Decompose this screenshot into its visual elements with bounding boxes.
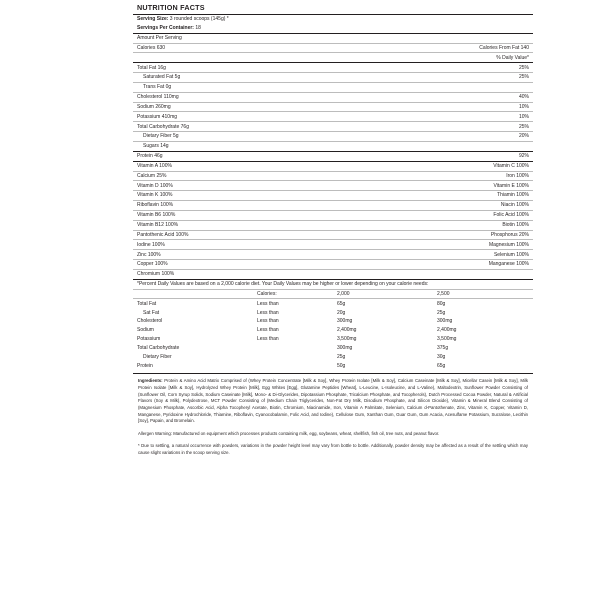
nutrient-name: Sodium 260mg <box>137 103 171 110</box>
dv-row <box>133 344 533 353</box>
dv-value-2000: 300mg <box>337 318 353 325</box>
vitamin-right: Selenium 100% <box>493 251 529 258</box>
dv-row <box>133 317 533 326</box>
nutrient-dv: 10% <box>518 113 529 120</box>
vitamin-right: Folic Acid 100% <box>493 212 529 219</box>
dv-qualifier <box>253 344 333 353</box>
nutrient-name: Cholesterol 110mg <box>137 94 179 101</box>
nutrition-facts-table <box>133 14 533 289</box>
left-gutter <box>0 0 133 600</box>
nutrition-facts-panel <box>133 0 533 600</box>
servings-per-container-label: Servings Per Container: <box>137 25 194 32</box>
dv-value-2500: 375g <box>437 344 449 351</box>
vitamin-row <box>133 269 533 279</box>
nutrient-row <box>133 132 533 142</box>
nutrient-dv: 10% <box>518 103 529 110</box>
dv-value-2000: 2,400mg <box>337 327 357 334</box>
daily-value-reference-table <box>133 289 533 371</box>
vitamin-left: Vitamin B6 100% <box>137 212 176 219</box>
nutrient-dv <box>381 82 533 92</box>
nutrient-dv: 20% <box>518 133 529 140</box>
nutrient-row <box>133 151 533 161</box>
vitamin-right: Biotin 100% <box>502 222 529 229</box>
nutrient-name: Protein 46g <box>137 153 163 160</box>
vitamin-right: Iron 100% <box>506 172 529 179</box>
vitamin-left: Zinc 100% <box>137 251 161 258</box>
nutrient-dv: 92% <box>518 153 529 160</box>
nutrient-name: Total Carbohydrate 76g <box>137 123 189 130</box>
dv-value-2000: 300mg <box>337 344 353 351</box>
nutrient-row <box>133 82 533 92</box>
dv-nutrient: Sat Fat <box>143 309 160 316</box>
right-gutter <box>533 0 600 600</box>
vitamin-right: Thiamin 100% <box>497 192 529 199</box>
nutrient-name: Potassium 410mg <box>137 113 178 120</box>
percent-daily-value-header: % Daily Value* <box>496 54 529 61</box>
nutrient-row <box>133 112 533 122</box>
dv-qualifier: Less than <box>257 327 279 334</box>
daily-value-note-row <box>133 279 533 288</box>
dv-qualifier: Less than <box>257 318 279 325</box>
nutrient-name: Trans Fat 0g <box>143 84 172 91</box>
amount-per-serving-label: Amount Per Serving <box>137 34 182 41</box>
dv-row <box>133 335 533 344</box>
nutrient-name: Saturated Fat 5g <box>143 74 181 81</box>
vitamin-left: Copper 100% <box>137 261 168 268</box>
dv-qualifier: Less than <box>257 300 279 307</box>
dv-nutrient: Protein <box>137 362 153 369</box>
dv-qualifier <box>253 353 333 362</box>
vitamin-row <box>133 220 533 230</box>
nutrient-dv: 25% <box>518 64 529 71</box>
calories-label: Calories 630 <box>137 44 166 51</box>
dv-qualifier: Less than <box>257 336 279 343</box>
dv-row <box>133 326 533 335</box>
nutrient-dv <box>381 141 533 151</box>
nutrient-row <box>133 73 533 83</box>
dv-row <box>133 353 533 362</box>
dv-qualifier: Less than <box>257 309 279 316</box>
vitamin-right: Vitamin E 100% <box>493 182 529 189</box>
vitamin-right: Phosphorus 20% <box>490 231 529 238</box>
dv-nutrient: Total Carbohydrate <box>137 344 180 351</box>
vitamin-row <box>133 240 533 250</box>
dv-header-2500: 2,500 <box>437 290 450 297</box>
allergen-block <box>133 429 533 442</box>
ingredients-text: Protein & Amino Acid Matrix Comprised of (Whey Protein Concentrate [Milk & Soy], Whey Protein Isolate [Milk & Soy], Calcium Caseinate [Milk & Soy], Micellar Casein [Milk & Soy], Milk Protein Isolate [Milk & Soy], Hydrolyzed Whey Protein [Milk], Egg Whites [Egg], Glutamine Peptides [Wheat], L-Leucine, L-Isoleucine, and L-Valine), Maltodextrin, Sunflower Powder Consisting of (Sunflower Oil, Corn Syrup Solids, Sodium Caseinate [Milk], Mono- & Di-Glycerides, Dipotassium Phosphate, Tricalcium Phosphate, and Tocopherols), Dutch Processed Cocoa Powder, Natural & Artificial Flavors (Soy & Milk), Polydextrose, MCT Powder Consisting of (Medium Chain Triglycerides, Non-Fat Dry Milk, Disodium Phosphate, and Silicon Dioxide), Vitamin & Mineral Blend Consisting of (Magnesium Phosphate, Ascorbic Acid, Alpha Tocopheryl Acetate, Biotin, Chromium, Niacinamide, Iron, Vitamin A Palmitate, Selenium, Calcium d-Pantothenate, Zinc, Vitamin K, Copper, Vitamin D, Manganese, Pyridoxine Hydrochloride, Thiamine, Riboflavin, Cyanocobalamin, Folic Acid, and Iodine), Cellulose Gum, Xanthan Gum, Guar Gum, Gum Acacia, Acesulfame Potassium, Sucralose, Lecithin [Soy], Papain, and Bromelain. <box>138 378 528 424</box>
dv-header-calories: Calories: <box>257 290 277 297</box>
calories-from-fat-label: Calories From Fat 140 <box>479 44 529 51</box>
nutrient-row <box>133 63 533 73</box>
vitamin-left: Vitamin K 100% <box>137 192 173 199</box>
nutrient-row <box>133 141 533 151</box>
vitamin-left: Chromium 100% <box>137 271 175 278</box>
vitamin-row <box>133 260 533 270</box>
daily-value-note: *Percent Daily Values are based on a 2,000 calorie diet. Your Daily Values may be higher or lower depending on your calorie needs: <box>137 281 429 288</box>
dv-row <box>133 299 533 308</box>
vitamin-row <box>133 181 533 191</box>
dv-nutrient: Potassium <box>137 336 161 343</box>
dv-nutrient: Cholesterol <box>137 318 163 325</box>
dv-header-2000: 2,000 <box>337 290 350 297</box>
vitamin-row <box>133 171 533 181</box>
nutrient-dv: 25% <box>518 74 529 81</box>
dv-value-2500: 80g <box>437 300 446 307</box>
dv-value-2000: 25g <box>337 353 346 360</box>
nutrient-name: Total Fat 16g <box>137 64 166 71</box>
dv-nutrient: Dietary Fiber <box>143 353 172 360</box>
dv-value-2500: 30g <box>437 353 446 360</box>
vitamin-row <box>133 201 533 211</box>
percent-dv-header-row <box>133 53 533 63</box>
dv-value-2000: 3,500mg <box>337 336 357 343</box>
vitamin-left: Riboflavin 100% <box>137 202 174 209</box>
dv-row <box>133 308 533 317</box>
vitamin-left: Vitamin D 100% <box>137 182 173 189</box>
vitamin-row <box>133 250 533 260</box>
dv-qualifier <box>253 361 333 370</box>
nutrient-dv: 40% <box>518 94 529 101</box>
dv-nutrient: Sodium <box>137 327 154 334</box>
dv-value-2000: 20g <box>337 309 346 316</box>
allergen-heading: Allergen Warning: <box>138 430 172 436</box>
vitamin-left: Iodine 100% <box>137 241 165 248</box>
vitamin-row <box>133 210 533 220</box>
allergen-text: Manufactured on equipment which processes products containing milk, egg, soybeans, wheat, shellfish, fish oil, tree nuts, and peanut flavor. <box>172 430 440 436</box>
vitamin-left: Calcium 25% <box>137 172 167 179</box>
vitamin-right <box>381 269 533 279</box>
amount-per-serving-row <box>133 33 533 43</box>
dv-row <box>133 361 533 370</box>
vitamin-right: Niacin 100% <box>500 202 529 209</box>
nutrient-name: Dietary Fiber 5g <box>143 133 179 140</box>
serving-footnote: * Due to settling, a natural occurrence with powders, variations in the powder height level may vary from bottle to bottle. Additionally, powder density may be affected as a result of the settling which may cause slight variations in the scoop serving size. <box>138 443 528 456</box>
dv-value-2500: 300mg <box>437 318 453 325</box>
dv-value-2500: 25g <box>437 309 446 316</box>
vitamin-row <box>133 230 533 240</box>
dv-value-2500: 3,500mg <box>437 336 457 343</box>
vitamin-right: Vitamin C 100% <box>493 162 529 169</box>
dv-header-row <box>133 289 533 299</box>
serving-size-row <box>133 15 533 24</box>
vitamin-right: Manganese 100% <box>488 261 529 268</box>
serving-size-value: 3 rounded scoops (145g) * <box>169 16 229 23</box>
vitamin-right: Magnesium 100% <box>488 241 529 248</box>
ingredients-block <box>133 374 533 429</box>
serving-size-label: Serving Size: <box>137 16 169 23</box>
dv-header-blank <box>133 289 253 299</box>
nutrient-row <box>133 122 533 132</box>
dv-value-2500: 65g <box>437 362 446 369</box>
dv-value-2000: 65g <box>337 300 346 307</box>
nutrient-row <box>133 92 533 102</box>
dv-nutrient: Total Fat <box>137 300 157 307</box>
vitamin-left: Pantothenic Acid 100% <box>137 231 189 238</box>
servings-per-container-value: 18 <box>195 25 201 32</box>
vitamin-left: Vitamin A 100% <box>137 162 172 169</box>
vitamin-row <box>133 191 533 201</box>
calories-row <box>133 43 533 53</box>
nutrient-dv: 25% <box>518 123 529 130</box>
vitamin-row <box>133 161 533 171</box>
dv-value-2000: 50g <box>337 362 346 369</box>
page-title: NUTRITION FACTS <box>137 3 205 12</box>
servings-per-container-row <box>133 24 533 33</box>
nutrient-name: Sugars 14g <box>143 143 169 150</box>
vitamin-left: Vitamin B12 100% <box>137 222 179 229</box>
ingredients-heading: Ingredients: <box>138 378 163 384</box>
nutrient-row <box>133 102 533 112</box>
dv-value-2500: 2,400mg <box>437 327 457 334</box>
